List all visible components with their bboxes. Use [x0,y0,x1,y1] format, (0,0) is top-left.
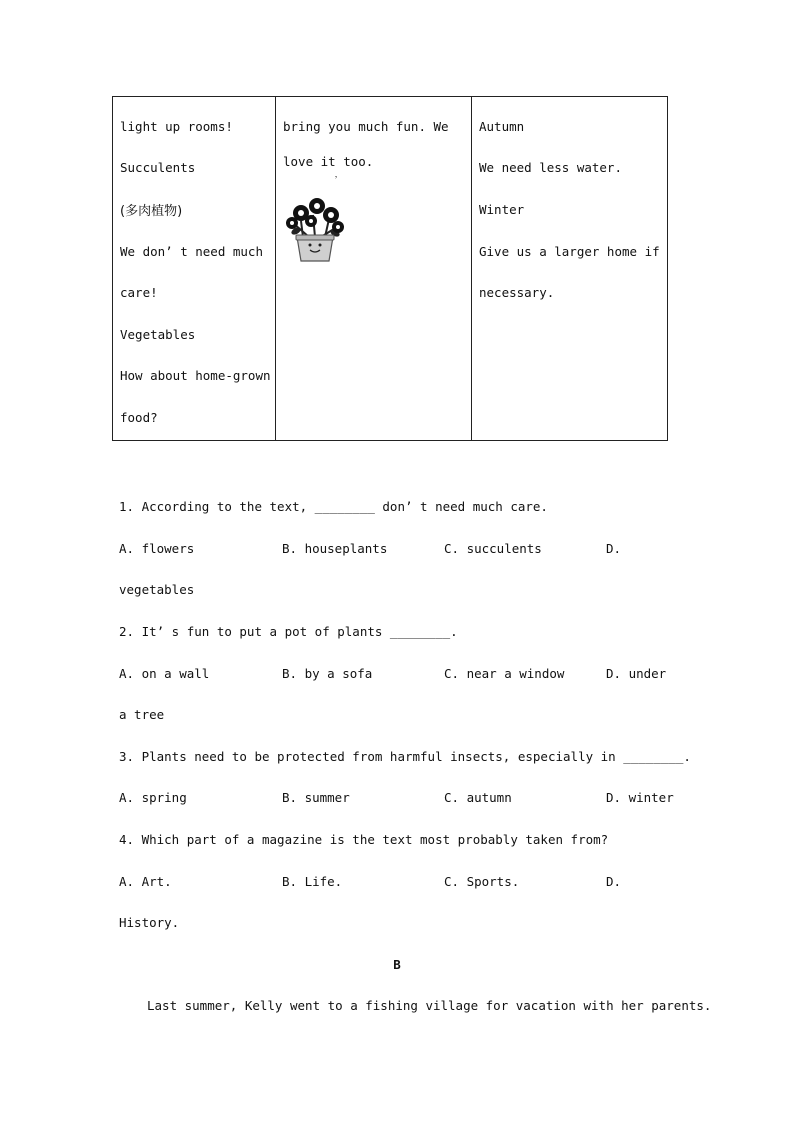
table-text: Vegetables [120,327,196,342]
table-text: Autumn [479,119,525,134]
question-1-option-a: A. flowers [119,541,195,556]
question-1-option-d: D. [606,541,622,556]
table-text: Winter [479,202,525,217]
question-3-option-b: B. summer [282,790,350,805]
question-1-option-d-wrap: vegetables [119,582,195,597]
question-1-option-c: C. succulents [444,541,542,556]
question-3-option-c: C. autumn [444,790,512,805]
table-text: (多肉植物) [120,204,183,219]
table-column-2 [276,97,472,440]
section-heading: B [393,957,401,972]
table-column-3 [472,97,667,440]
table-text: How about home-grown [120,368,271,383]
question-2-stem: 2. It’ s fun to put a pot of plants ________. [119,624,458,639]
question-2-option-a: A. on a wall [119,666,210,681]
question-3-option-d: D. winter [606,790,674,805]
table-text: We need less water. [479,160,622,175]
question-4-option-b: B. Life. [282,874,343,889]
table-text: light up rooms! [120,119,233,134]
table-text: necessary. [479,285,555,300]
table-text: love it too. [283,154,374,169]
table-text: care! [120,285,158,300]
table-text: We don’ t need much [120,244,263,259]
question-2-option-d: D. under [606,666,667,681]
question-2-option-d-wrap: a tree [119,707,165,722]
table-text: Succulents [120,160,196,175]
table-mark: ﹐ [331,169,341,180]
question-3-option-a: A. spring [119,790,187,805]
question-2-option-b: B. by a sofa [282,666,373,681]
question-4-option-c: C. Sports. [444,874,520,889]
plants-table [112,96,668,441]
table-text: bring you much fun. We [283,119,449,134]
question-2-option-c: C. near a window [444,666,565,681]
question-4-option-d: D. [606,874,622,889]
question-4-option-a: A. Art. [119,874,172,889]
question-1-option-b: B. houseplants [282,541,388,556]
question-4-option-d-wrap: History. [119,915,180,930]
flower-pot-icon [283,193,347,263]
question-1-stem: 1. According to the text, ________ don’ t need much care. [119,499,548,514]
table-text: food? [120,410,158,425]
table-text: Give us a larger home if [479,244,660,259]
table-column-1 [113,97,276,440]
question-3-stem: 3. Plants need to be protected from harmful insects, especially in ________. [119,749,691,764]
question-4-stem: 4. Which part of a magazine is the text most probably taken from? [119,832,609,847]
section-paragraph: Last summer, Kelly went to a fishing village for vacation with her parents. [147,998,712,1013]
